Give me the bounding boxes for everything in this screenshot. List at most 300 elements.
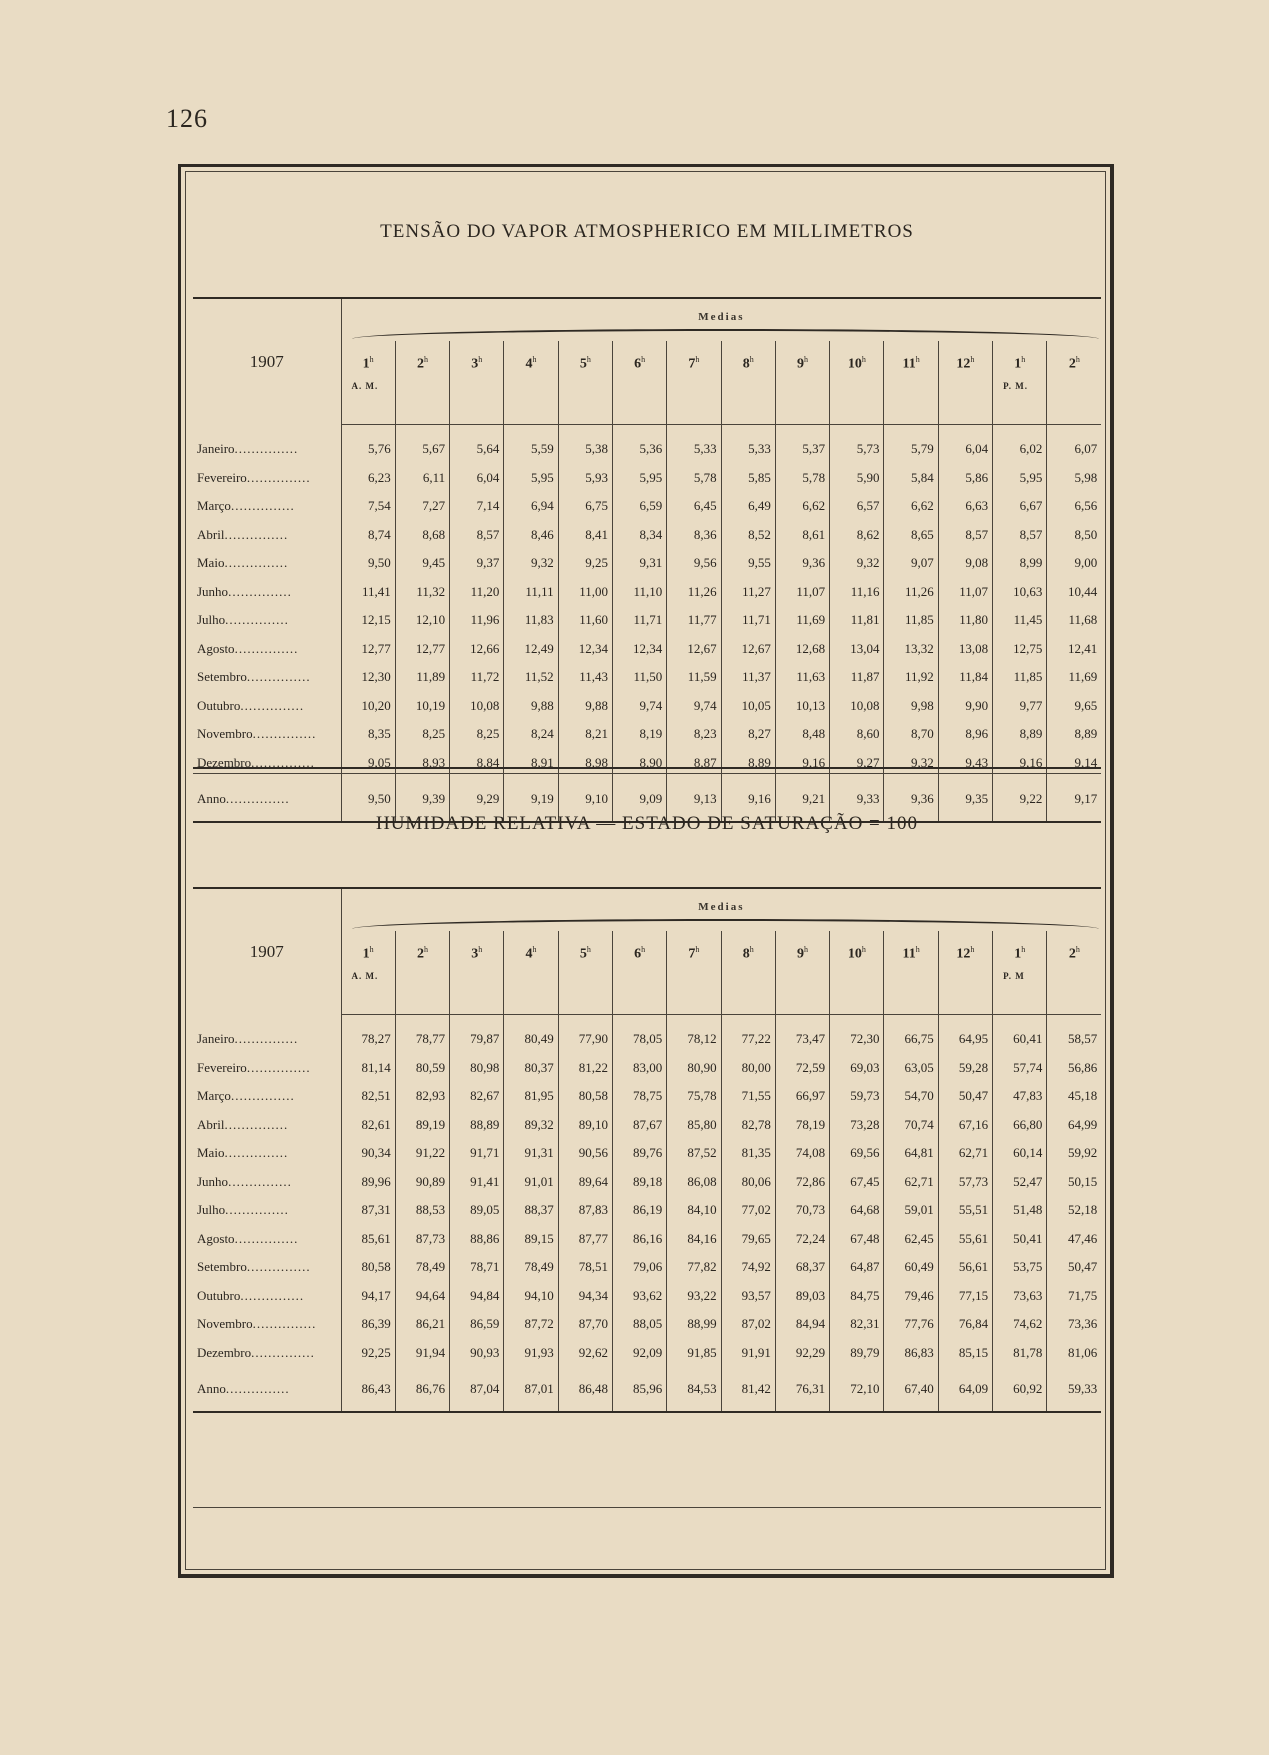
pm-label: P. M.	[1003, 381, 1028, 391]
value-cell: 8,21	[558, 720, 612, 749]
value-cell: 11,71	[612, 606, 666, 635]
leader-dots: ...............	[252, 1316, 317, 1332]
month-label	[193, 663, 341, 692]
value-cell: 5,67	[395, 425, 449, 464]
value-cell: 6,45	[667, 492, 721, 521]
value-cell: 86,16	[612, 1225, 666, 1254]
hour-number: 4	[525, 356, 533, 372]
value-cell: 77,15	[938, 1282, 992, 1311]
hour-number: 1	[362, 946, 370, 962]
value-cell: 79,46	[884, 1282, 938, 1311]
month-label	[193, 1054, 341, 1083]
month-label	[193, 1253, 341, 1282]
value-cell: 8,90	[612, 749, 666, 778]
month-name: Julho	[197, 1202, 226, 1218]
table-row	[193, 521, 1101, 550]
hour-number: 12	[956, 356, 971, 372]
value-cell: 8,46	[504, 521, 558, 550]
month-label	[193, 1015, 341, 1054]
value-cell: 80,58	[558, 1082, 612, 1111]
value-cell: 87,67	[612, 1111, 666, 1140]
value-cell: 87,52	[667, 1139, 721, 1168]
value-cell: 8,50	[1047, 521, 1101, 550]
value-cell: 87,02	[721, 1310, 775, 1339]
hour-number: 2	[416, 946, 424, 962]
value-cell: 8,91	[504, 749, 558, 778]
month-name: Fevereiro	[197, 1059, 247, 1075]
value-cell: 86,48	[558, 1367, 612, 1412]
value-cell: 78,71	[450, 1253, 504, 1282]
value-cell: 74,62	[993, 1310, 1047, 1339]
hour-header	[612, 931, 666, 1015]
hour-suffix: h	[1021, 945, 1026, 954]
value-cell: 8,27	[721, 720, 775, 749]
value-cell: 87,72	[504, 1310, 558, 1339]
month-name: Janeiro	[197, 1031, 235, 1046]
hour-number: 9	[797, 356, 805, 372]
value-cell: 87,01	[504, 1367, 558, 1412]
value-cell: 6,75	[558, 492, 612, 521]
value-cell: 91,93	[504, 1339, 558, 1368]
hour-suffix: h	[970, 945, 975, 954]
value-cell: 60,14	[993, 1139, 1047, 1168]
value-cell: 91,85	[667, 1339, 721, 1368]
humidade-medias-header	[341, 888, 1101, 931]
value-cell: 59,33	[1047, 1367, 1101, 1412]
month-name: Abril	[197, 1116, 225, 1132]
value-cell: 56,61	[938, 1253, 992, 1282]
bottom-rule	[193, 1507, 1101, 1508]
hour-header	[667, 931, 721, 1015]
value-cell: 47,83	[993, 1082, 1047, 1111]
value-cell: 6,11	[395, 464, 449, 493]
hour-suffix: h	[423, 355, 428, 364]
value-cell: 6,62	[884, 492, 938, 521]
value-cell: 80,90	[667, 1054, 721, 1083]
table-frame	[178, 164, 1114, 1578]
hour-header	[450, 341, 504, 425]
value-cell: 87,73	[395, 1225, 449, 1254]
table-row	[193, 1339, 1101, 1368]
table-row	[193, 1054, 1101, 1083]
value-cell: 70,74	[884, 1111, 938, 1140]
table-row	[193, 1225, 1101, 1254]
value-cell: 84,16	[667, 1225, 721, 1254]
value-cell: 86,19	[612, 1196, 666, 1225]
hour-header	[341, 341, 395, 425]
month-name: Outubro	[197, 1287, 241, 1303]
value-cell: 64,99	[1047, 1111, 1101, 1140]
month-label	[193, 1367, 341, 1412]
value-cell: 52,18	[1047, 1196, 1101, 1225]
value-cell: 11,85	[884, 606, 938, 635]
value-cell: 77,22	[721, 1015, 775, 1054]
value-cell: 12,67	[721, 635, 775, 664]
value-cell: 75,78	[667, 1082, 721, 1111]
value-cell: 78,75	[612, 1082, 666, 1111]
value-cell: 73,47	[775, 1015, 829, 1054]
leader-dots: ...............	[230, 1088, 295, 1104]
value-cell: 11,81	[830, 606, 884, 635]
value-cell: 84,53	[667, 1367, 721, 1412]
value-cell: 93,62	[612, 1282, 666, 1311]
value-cell: 89,19	[395, 1111, 449, 1140]
hour-number: 4	[525, 946, 533, 962]
value-cell: 5,38	[558, 425, 612, 464]
value-cell: 79,06	[612, 1253, 666, 1282]
value-cell: 11,10	[612, 578, 666, 607]
value-cell: 60,49	[884, 1253, 938, 1282]
value-cell: 8,62	[830, 521, 884, 550]
hour-number: 6	[634, 946, 642, 962]
value-cell: 71,55	[721, 1082, 775, 1111]
month-name: Janeiro	[197, 441, 235, 456]
value-cell: 86,43	[341, 1367, 395, 1412]
month-label	[193, 1282, 341, 1311]
value-cell: 54,70	[884, 1082, 938, 1111]
value-cell: 88,05	[612, 1310, 666, 1339]
leader-dots: ...............	[228, 583, 292, 599]
value-cell: 89,32	[504, 1111, 558, 1140]
value-cell: 12,77	[395, 635, 449, 664]
value-cell: 88,86	[450, 1225, 504, 1254]
hour-suffix: h	[695, 355, 700, 364]
value-cell: 5,76	[341, 425, 395, 464]
value-cell: 94,84	[450, 1282, 504, 1311]
value-cell: 82,61	[341, 1111, 395, 1140]
value-cell: 11,83	[504, 606, 558, 635]
hour-suffix: h	[369, 945, 374, 954]
hour-number: 10	[847, 356, 862, 372]
value-cell: 9,36	[884, 777, 938, 822]
value-cell: 81,42	[721, 1367, 775, 1412]
value-cell: 9,32	[504, 549, 558, 578]
value-cell: 8,41	[558, 521, 612, 550]
value-cell: 80,98	[450, 1054, 504, 1083]
value-cell: 66,80	[993, 1111, 1047, 1140]
value-cell: 10,19	[395, 692, 449, 721]
month-name: Julho	[197, 612, 226, 628]
hour-header	[884, 341, 938, 425]
value-cell: 11,69	[1047, 663, 1101, 692]
value-cell: 92,29	[775, 1339, 829, 1368]
value-cell: 89,18	[612, 1168, 666, 1197]
value-cell: 8,65	[884, 521, 938, 550]
value-cell: 6,59	[612, 492, 666, 521]
value-cell: 11,07	[775, 578, 829, 607]
value-cell: 66,75	[884, 1015, 938, 1054]
value-cell: 5,79	[884, 425, 938, 464]
value-cell: 11,63	[775, 663, 829, 692]
value-cell: 89,15	[504, 1225, 558, 1254]
value-cell: 8,25	[395, 720, 449, 749]
value-cell: 9,17	[1047, 777, 1101, 822]
value-cell: 72,59	[775, 1054, 829, 1083]
hour-suffix: h	[749, 355, 754, 364]
month-name: Fevereiro	[197, 469, 247, 485]
value-cell: 6,02	[993, 425, 1047, 464]
value-cell: 5,33	[667, 425, 721, 464]
value-cell: 7,54	[341, 492, 395, 521]
value-cell: 91,94	[395, 1339, 449, 1368]
month-label	[193, 521, 341, 550]
value-cell: 8,36	[667, 521, 721, 550]
value-cell: 9,29	[450, 777, 504, 822]
value-cell: 5,90	[830, 464, 884, 493]
value-cell: 81,14	[341, 1054, 395, 1083]
value-cell: 9,90	[938, 692, 992, 721]
value-cell: 5,59	[504, 425, 558, 464]
leader-dots: ...............	[228, 1173, 292, 1189]
value-cell: 8,70	[884, 720, 938, 749]
hour-header	[993, 931, 1047, 1015]
month-label	[193, 549, 341, 578]
hour-suffix: h	[478, 355, 483, 364]
month-label	[193, 464, 341, 493]
hour-suffix: h	[861, 355, 866, 364]
value-cell: 81,78	[993, 1339, 1047, 1368]
value-cell: 11,37	[721, 663, 775, 692]
value-cell: 12,75	[993, 635, 1047, 664]
value-cell: 8,93	[395, 749, 449, 778]
value-cell: 90,89	[395, 1168, 449, 1197]
value-cell: 87,77	[558, 1225, 612, 1254]
value-cell: 93,22	[667, 1282, 721, 1311]
value-cell: 9,09	[612, 777, 666, 822]
value-cell: 72,86	[775, 1168, 829, 1197]
hour-header	[667, 341, 721, 425]
hour-header	[775, 341, 829, 425]
hour-number: 5	[579, 946, 587, 962]
value-cell: 6,62	[775, 492, 829, 521]
value-cell: 8,48	[775, 720, 829, 749]
value-cell: 67,45	[830, 1168, 884, 1197]
hour-number: 2	[416, 356, 424, 372]
hour-header	[1047, 341, 1101, 425]
value-cell: 73,36	[1047, 1310, 1101, 1339]
month-label	[193, 720, 341, 749]
value-cell: 5,78	[667, 464, 721, 493]
leader-dots: ...............	[252, 726, 317, 742]
value-cell: 11,85	[993, 663, 1047, 692]
value-cell: 64,81	[884, 1139, 938, 1168]
value-cell: 89,64	[558, 1168, 612, 1197]
value-cell: 82,31	[830, 1310, 884, 1339]
value-cell: 78,49	[504, 1253, 558, 1282]
value-cell: 79,87	[450, 1015, 504, 1054]
value-cell: 84,10	[667, 1196, 721, 1225]
value-cell: 12,49	[504, 635, 558, 664]
hour-header	[558, 931, 612, 1015]
month-name: Dezembro	[197, 1344, 252, 1360]
value-cell: 9,74	[612, 692, 666, 721]
value-cell: 82,67	[450, 1082, 504, 1111]
value-cell: 6,07	[1047, 425, 1101, 464]
value-cell: 59,28	[938, 1054, 992, 1083]
value-cell: 78,49	[395, 1253, 449, 1282]
value-cell: 67,48	[830, 1225, 884, 1254]
value-cell: 8,87	[667, 749, 721, 778]
month-name: Maio	[197, 1145, 225, 1161]
value-cell: 91,31	[504, 1139, 558, 1168]
value-cell: 5,78	[775, 464, 829, 493]
hour-number: 7	[688, 946, 696, 962]
value-cell: 76,31	[775, 1367, 829, 1412]
value-cell: 9,08	[938, 549, 992, 578]
hour-header	[775, 931, 829, 1015]
value-cell: 5,95	[993, 464, 1047, 493]
value-cell: 8,61	[775, 521, 829, 550]
value-cell: 12,68	[775, 635, 829, 664]
month-name: Setembro	[197, 1259, 247, 1275]
month-label	[193, 1339, 341, 1368]
value-cell: 59,01	[884, 1196, 938, 1225]
table-row	[193, 1015, 1101, 1054]
value-cell: 9,45	[395, 549, 449, 578]
hour-number: 1	[1014, 356, 1022, 372]
value-cell: 91,91	[721, 1339, 775, 1368]
value-cell: 90,56	[558, 1139, 612, 1168]
value-cell: 52,47	[993, 1168, 1047, 1197]
leader-dots: ...............	[246, 1059, 311, 1075]
value-cell: 87,83	[558, 1196, 612, 1225]
value-cell: 11,43	[558, 663, 612, 692]
leader-dots: ...............	[240, 697, 305, 713]
hour-number: 2	[1068, 946, 1076, 962]
hour-suffix: h	[749, 945, 754, 954]
value-cell: 87,70	[558, 1310, 612, 1339]
value-cell: 11,69	[775, 606, 829, 635]
value-cell: 9,55	[721, 549, 775, 578]
value-cell: 8,89	[993, 720, 1047, 749]
hour-header	[395, 341, 449, 425]
value-cell: 10,13	[775, 692, 829, 721]
table-row	[193, 1367, 1101, 1412]
value-cell: 72,10	[830, 1367, 884, 1412]
value-cell: 12,41	[1047, 635, 1101, 664]
leader-dots: ...............	[234, 640, 299, 656]
hour-suffix: h	[423, 945, 428, 954]
value-cell: 50,47	[1047, 1253, 1101, 1282]
value-cell: 90,93	[450, 1339, 504, 1368]
value-cell: 73,63	[993, 1282, 1047, 1311]
table-row	[193, 663, 1101, 692]
value-cell: 58,57	[1047, 1015, 1101, 1054]
table-row	[193, 1196, 1101, 1225]
value-cell: 5,86	[938, 464, 992, 493]
value-cell: 11,87	[830, 663, 884, 692]
humidade-medias-label: Medias	[698, 901, 745, 913]
value-cell: 81,95	[504, 1082, 558, 1111]
value-cell: 67,16	[938, 1111, 992, 1140]
value-cell: 8,89	[1047, 720, 1101, 749]
value-cell: 71,75	[1047, 1282, 1101, 1311]
value-cell: 91,41	[450, 1168, 504, 1197]
am-label: A. M.	[351, 971, 379, 981]
humidade-year: 1907	[193, 888, 341, 1015]
month-label	[193, 1310, 341, 1339]
value-cell: 11,60	[558, 606, 612, 635]
value-cell: 11,72	[450, 663, 504, 692]
value-cell: 68,37	[775, 1253, 829, 1282]
value-cell: 11,80	[938, 606, 992, 635]
hour-header	[830, 341, 884, 425]
value-cell: 11,77	[667, 606, 721, 635]
value-cell: 80,49	[504, 1015, 558, 1054]
month-label	[193, 1225, 341, 1254]
page-number: 126	[166, 104, 208, 133]
value-cell: 8,19	[612, 720, 666, 749]
value-cell: 9,13	[667, 777, 721, 822]
value-cell: 10,63	[993, 578, 1047, 607]
value-cell: 86,39	[341, 1310, 395, 1339]
value-cell: 12,77	[341, 635, 395, 664]
value-cell: 11,71	[721, 606, 775, 635]
leader-dots: ...............	[224, 1116, 289, 1132]
value-cell: 69,03	[830, 1054, 884, 1083]
value-cell: 8,96	[938, 720, 992, 749]
value-cell: 77,02	[721, 1196, 775, 1225]
table-row	[193, 464, 1101, 493]
value-cell: 5,95	[504, 464, 558, 493]
leader-dots: ...............	[246, 669, 311, 685]
value-cell: 9,77	[993, 692, 1047, 721]
leader-dots: ...............	[234, 1230, 299, 1246]
value-cell: 50,41	[993, 1225, 1047, 1254]
value-cell: 89,96	[341, 1168, 395, 1197]
leader-dots: ...............	[225, 791, 290, 806]
vapor-body	[193, 425, 1101, 823]
value-cell: 86,83	[884, 1339, 938, 1368]
hour-suffix: h	[369, 355, 374, 364]
value-cell: 8,25	[450, 720, 504, 749]
value-cell: 87,04	[450, 1367, 504, 1412]
hour-number: 8	[742, 356, 750, 372]
hour-suffix: h	[532, 945, 537, 954]
hour-header	[395, 931, 449, 1015]
value-cell: 57,73	[938, 1168, 992, 1197]
value-cell: 11,89	[395, 663, 449, 692]
value-cell: 6,94	[504, 492, 558, 521]
value-cell: 13,32	[884, 635, 938, 664]
value-cell: 11,68	[1047, 606, 1101, 635]
value-cell: 78,77	[395, 1015, 449, 1054]
value-cell: 74,08	[775, 1139, 829, 1168]
table-row	[193, 1082, 1101, 1111]
value-cell: 85,15	[938, 1339, 992, 1368]
month-label	[193, 492, 341, 521]
value-cell: 91,22	[395, 1139, 449, 1168]
value-cell: 6,04	[450, 464, 504, 493]
value-cell: 7,27	[395, 492, 449, 521]
leader-dots: ...............	[234, 1031, 299, 1046]
value-cell: 5,64	[450, 425, 504, 464]
vapor-table	[193, 297, 1101, 823]
vapor-brace	[352, 329, 1100, 339]
value-cell: 80,59	[395, 1054, 449, 1083]
value-cell: 6,04	[938, 425, 992, 464]
value-cell: 59,92	[1047, 1139, 1101, 1168]
value-cell: 64,09	[938, 1367, 992, 1412]
hour-header	[721, 931, 775, 1015]
value-cell: 62,71	[938, 1139, 992, 1168]
hour-suffix: h	[1075, 945, 1080, 954]
value-cell: 81,35	[721, 1139, 775, 1168]
hour-suffix: h	[695, 945, 700, 954]
value-cell: 53,75	[993, 1253, 1047, 1282]
value-cell: 12,30	[341, 663, 395, 692]
value-cell: 88,53	[395, 1196, 449, 1225]
